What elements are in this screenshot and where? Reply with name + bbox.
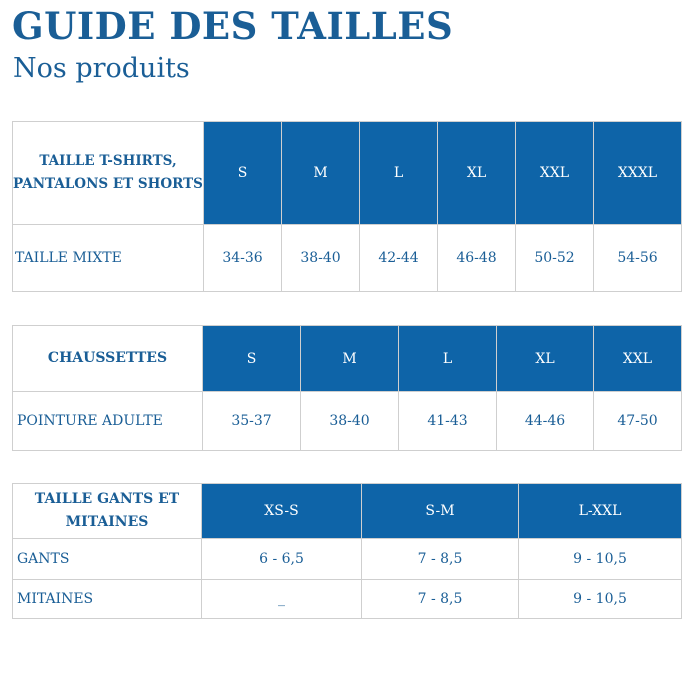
row-label: MITAINES [13, 580, 202, 619]
size-value-cell: 46-48 [438, 225, 516, 292]
page-subtitle: Nos produits [13, 53, 190, 84]
row-label: TAILLE MIXTE [13, 225, 204, 292]
table-row [13, 392, 682, 451]
header-label-line: PANTALONS ET SHORTS [13, 176, 203, 192]
header-label-line: CHAUSSETTES [47, 350, 168, 366]
size-value-cell: 54-56 [594, 225, 682, 292]
header-label-line: TAILLE GANTS ET [34, 491, 180, 507]
size-value-cell: _ [202, 580, 362, 619]
table-header-row [13, 326, 682, 392]
header-label-line: TAILLE T-SHIRTS, [39, 153, 177, 169]
size-value-cell: 42-44 [360, 225, 438, 292]
size-header-cell: S [203, 326, 301, 392]
gloves-size-table [12, 483, 682, 619]
size-value-cell: 7 - 8,5 [362, 539, 519, 580]
size-header-cell: M [301, 326, 399, 392]
table-row [13, 539, 682, 580]
header-label-line: MITAINES [65, 514, 149, 530]
size-header-cell: S [204, 122, 282, 225]
table-header-row [13, 484, 682, 539]
socks-size-table [12, 325, 682, 451]
size-value-cell: 34-36 [204, 225, 282, 292]
table-header-row [13, 122, 682, 225]
size-header-cell: XXL [594, 326, 682, 392]
table-row [13, 580, 682, 619]
size-value-cell: 6 - 6,5 [202, 539, 362, 580]
row-label: GANTS [13, 539, 202, 580]
row-label: POINTURE ADULTE [13, 392, 203, 451]
size-value-cell: 9 - 10,5 [519, 539, 682, 580]
size-value-cell: 7 - 8,5 [362, 580, 519, 619]
size-value-cell: 9 - 10,5 [519, 580, 682, 619]
table-header-label [13, 122, 204, 225]
size-value-cell: 38-40 [282, 225, 360, 292]
page-title: GUIDE DES TAILLES [12, 4, 454, 48]
size-header-cell: S-M [362, 484, 519, 539]
size-header-cell: XS-S [202, 484, 362, 539]
table-header-label [13, 326, 203, 392]
size-value-cell: 47-50 [594, 392, 682, 451]
size-header-cell: XL [438, 122, 516, 225]
table-header-label [13, 484, 202, 539]
size-header-cell: L-XXL [519, 484, 682, 539]
size-header-cell: XL [497, 326, 594, 392]
size-value-cell: 38-40 [301, 392, 399, 451]
table-row [13, 225, 682, 292]
size-header-cell: L [360, 122, 438, 225]
tshirt-size-table [12, 121, 682, 292]
size-header-cell: M [282, 122, 360, 225]
size-value-cell: 44-46 [497, 392, 594, 451]
size-header-cell: L [399, 326, 497, 392]
size-value-cell: 35-37 [203, 392, 301, 451]
size-value-cell: 50-52 [516, 225, 594, 292]
size-header-cell: XXL [516, 122, 594, 225]
size-header-cell: XXXL [594, 122, 682, 225]
size-value-cell: 41-43 [399, 392, 497, 451]
